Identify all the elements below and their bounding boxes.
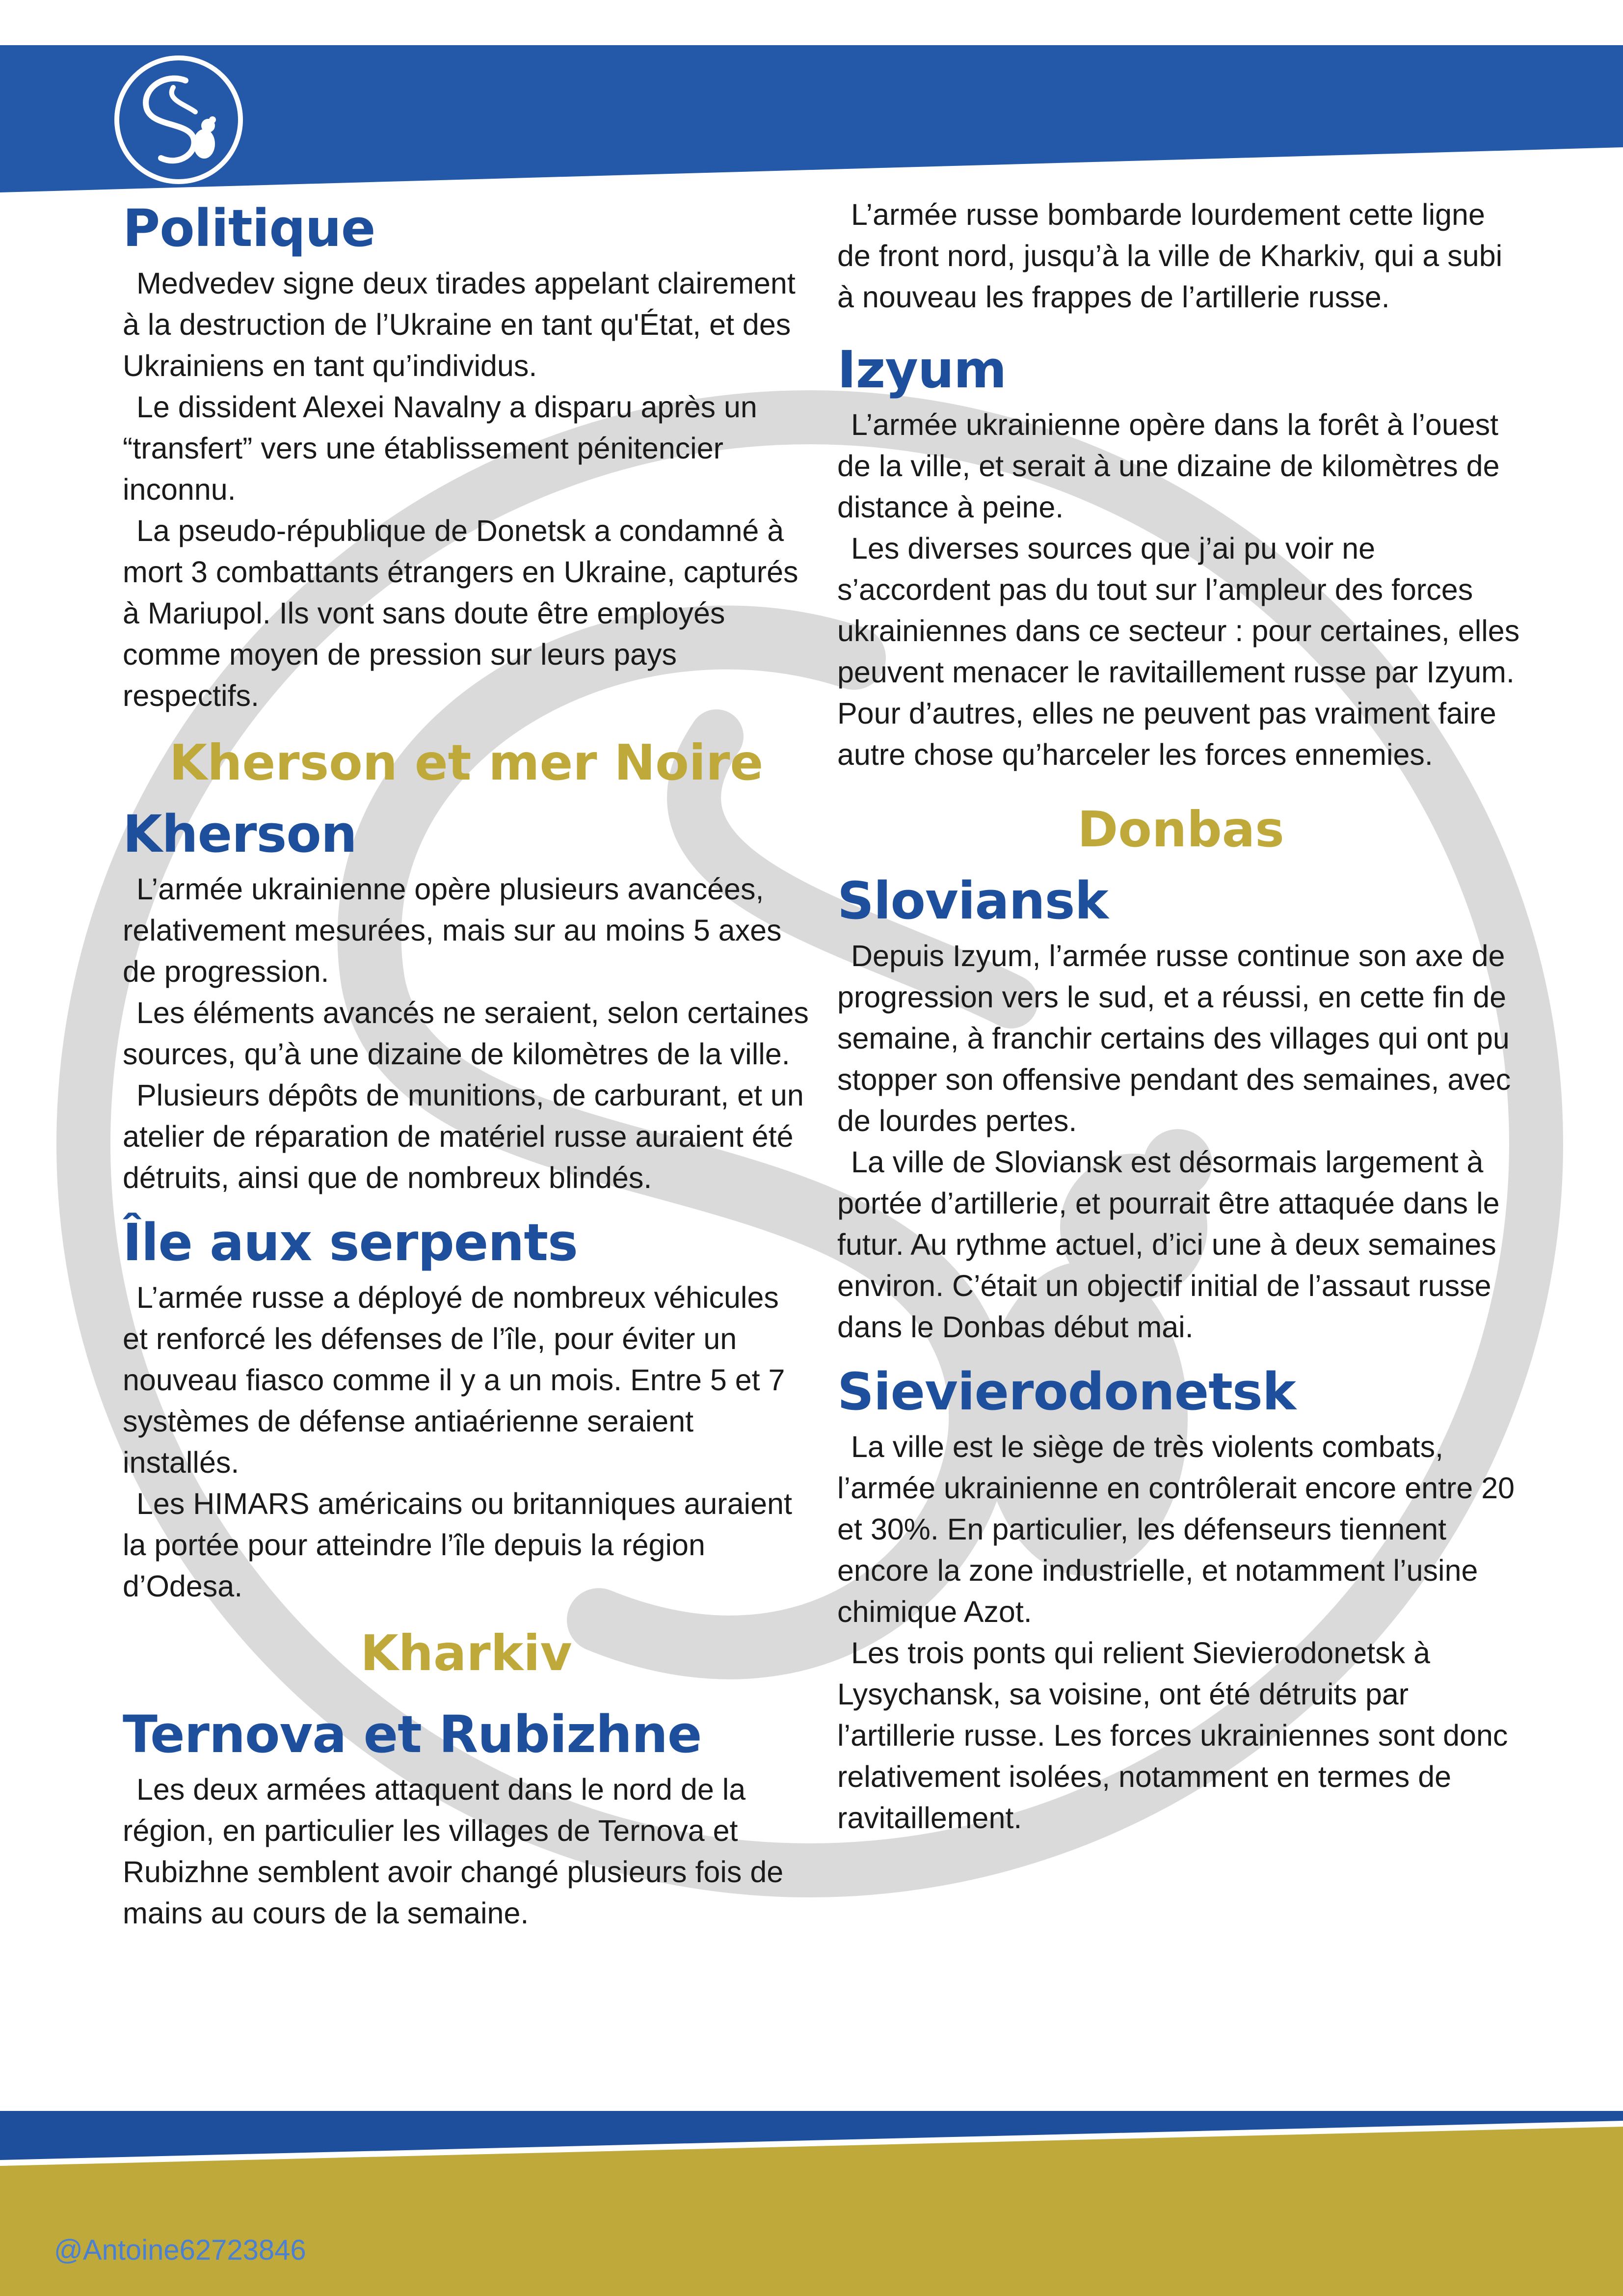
serpents-paragraph-1: L’armée russe a déployé de nombreux véhicules et renforcé les défenses de l’île, pour éviter un nouveau fiasco comme il y a un mois. Entre 5 et 7 systèmes de défense antiaérienne seraient installés.: [123, 1281, 785, 1479]
author-handle[interactable]: @Antoine62723846: [54, 2234, 306, 2266]
ternova-paragraph-1: Les deux armées attaquent dans le nord de la région, en particulier les villages de Ternova et Rubizhne semblent avoir changé plusieurs fois de mains au cours de la semaine.: [123, 1773, 784, 1930]
heading-izyum: Izyum: [837, 340, 1007, 400]
politique-paragraph-2: Le dissident Alexei Navalny a disparu après un “transfert” vers une établissement pénitencier inconnu.: [123, 390, 757, 506]
left-column: [123, 194, 810, 1934]
region-heading-kharkiv: Kharkiv: [360, 1624, 572, 1682]
izyum-paragraph-1: L’armée ukrainienne opère dans la forêt à l’ouest de la ville, et serait à une dizaine de kilomètres de distance à peine.: [837, 408, 1500, 524]
sievierodonetsk-paragraph-2: Les trois ponts qui relient Sievierodonetsk à Lysychansk, sa voisine, ont été détruits par l’artillerie russe. Les forces ukrainiennes sont donc relativement isolées, notamment en termes de ravitaillement.: [837, 1636, 1508, 1835]
heading-ternova-rubizhne: Ternova et Rubizhne: [123, 1704, 702, 1764]
heading-sloviansk: Sloviansk: [837, 871, 1108, 931]
sloviansk-paragraph-1: Depuis Izyum, l’armée russe continue son axe de progression vers le sud, et a réussi, en cette fin de semaine, à franchir certains des villages qui ont pu stopper son offensive pendant des semaines, avec de lourdes pertes.: [837, 939, 1511, 1137]
region-heading-kherson-mer-noire: Kherson et mer Noire: [169, 734, 764, 791]
sloviansk-paragraph-2: La ville de Sloviansk est désormais largement à portée d’artillerie, et pourrait être attaquée dans le futur. Au rythme actuel, d’ici une à deux semaines environ. C’était un objectif initial de l’assaut russe dans le Donbas début mai.: [837, 1145, 1500, 1344]
politique-paragraph-1: Medvedev signe deux tirades appelant clairement à la destruction de l’Ukraine en tant qu'État, et des Ukrainiens en tant qu’individus.: [123, 267, 796, 382]
kharkiv-continuation-paragraph: L’armée russe bombarde lourdement cette ligne de front nord, jusqu’à la ville de Kharkiv, qui a subi à nouveau les frappes de l’artillerie russe.: [837, 198, 1503, 314]
heading-sievierodonetsk: Sievierodonetsk: [837, 1362, 1296, 1422]
sievierodonetsk-paragraph-1: La ville est le siège de très violents combats, l’armée ukrainienne en contrôlerait encore entre 20 et 30%. En particulier, les défenseurs tiennent encore la zone industrielle, et notamment l’usine chimique Azot.: [837, 1430, 1515, 1628]
snake-rat-logo-icon: [112, 53, 245, 187]
kherson-paragraph-3: Plusieurs dépôts de munitions, de carburant, et un atelier de réparation de matériel russe auraient été détruits, ainsi que de nombreux blindés.: [123, 1079, 804, 1194]
kherson-paragraph-2: Les éléments avancés ne seraient, selon certaines sources, qu’à une dizaine de kilomètres de la ville.: [123, 996, 809, 1071]
right-column: [837, 194, 1524, 1838]
footer-band: [0, 2111, 1623, 2296]
politique-paragraph-3: La pseudo-république de Donetsk a condamné à mort 3 combattants étrangers en Ukraine, capturés à Mariupol. Ils vont sans doute être employés comme moyen de pression sur leurs pays respectifs.: [123, 514, 798, 712]
heading-kherson: Kherson: [123, 804, 357, 864]
izyum-paragraph-2: Les diverses sources que j’ai pu voir ne s’accordent pas du tout sur l’ampleur des forces ukrainiennes dans ce secteur : pour certaines, elles peuvent menacer le ravitaillement russe par Izyum. Pour d’autres, elles ne peuvent pas vraiment faire autre chose qu’harceler les forces ennemies.: [837, 532, 1520, 771]
kherson-paragraph-1: L’armée ukrainienne opère plusieurs avancées, relativement mesurées, mais sur au moins 5 axes de progression.: [123, 872, 782, 988]
heading-ile-aux-serpents: Île aux serpents: [123, 1213, 578, 1272]
region-heading-donbas: Donbas: [1077, 801, 1284, 858]
heading-politique: Politique: [123, 198, 375, 258]
serpents-paragraph-2: Les HIMARS américains ou britanniques auraient la portée pour atteindre l’île depuis la région d’Odesa.: [123, 1487, 792, 1603]
